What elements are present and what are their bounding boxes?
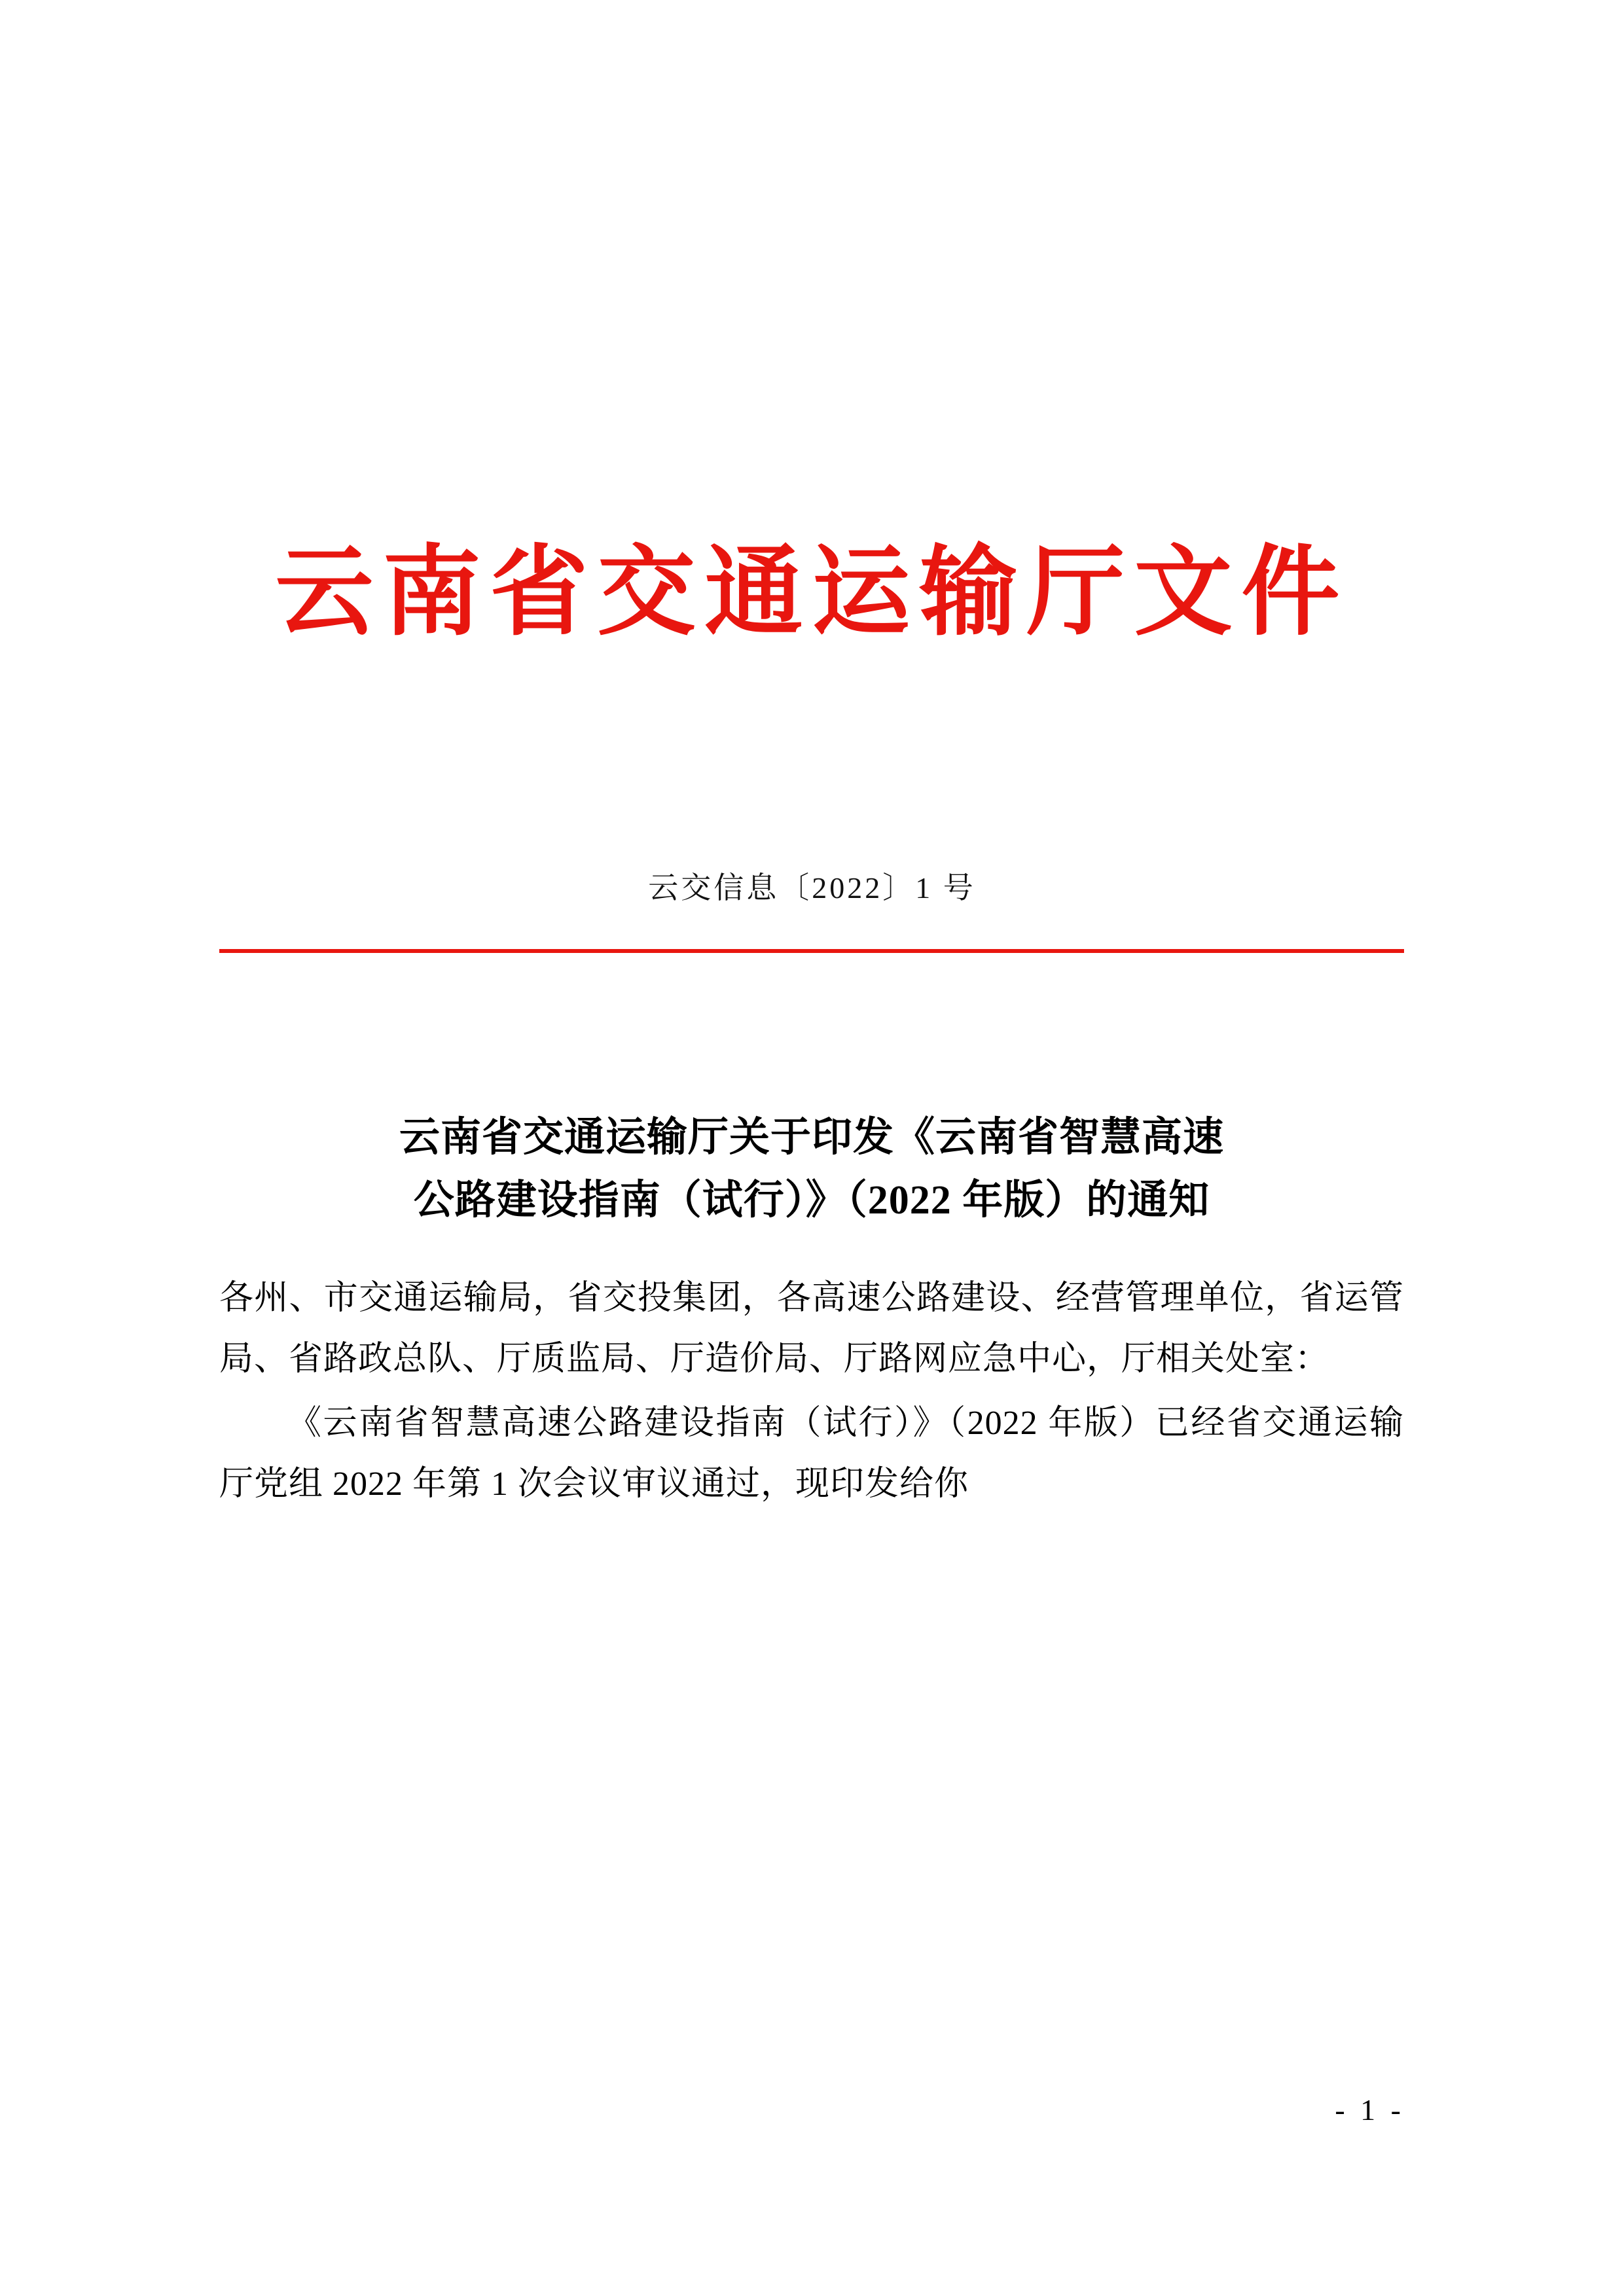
document-title-line-2: 公路建设指南（试行）》（2022 年版）的通知 [413, 1178, 1210, 1223]
issuing-authority-title: 云南省交通运输厅文件 [275, 539, 1349, 647]
red-divider-rule [219, 949, 1404, 953]
document-header [0, 537, 1624, 650]
document-title [219, 1106, 1404, 1232]
body-paragraph-1: 《云南省智慧高速公路建设指南（试行）》（2022 年版）已经省交通运输厅党组 2022 年第 1 次会议审议通过，现印发给你 [219, 1405, 1404, 1503]
recipients-paragraph: 各州、市交通运输局，省交投集团，各高速公路建设、经营管理单位，省运管局、省路政总队、厅质监局、厅造价局、厅路网应急中心，厅相关处室： [219, 1280, 1404, 1378]
document-number: 云交信息〔2022〕1 号 [648, 871, 976, 905]
page-number: - 1 - [1335, 2093, 1405, 2126]
document-title-line-1: 云南省交通运输厅关于印发《云南省智慧高速 [399, 1115, 1224, 1160]
document-body [219, 1106, 1404, 1518]
